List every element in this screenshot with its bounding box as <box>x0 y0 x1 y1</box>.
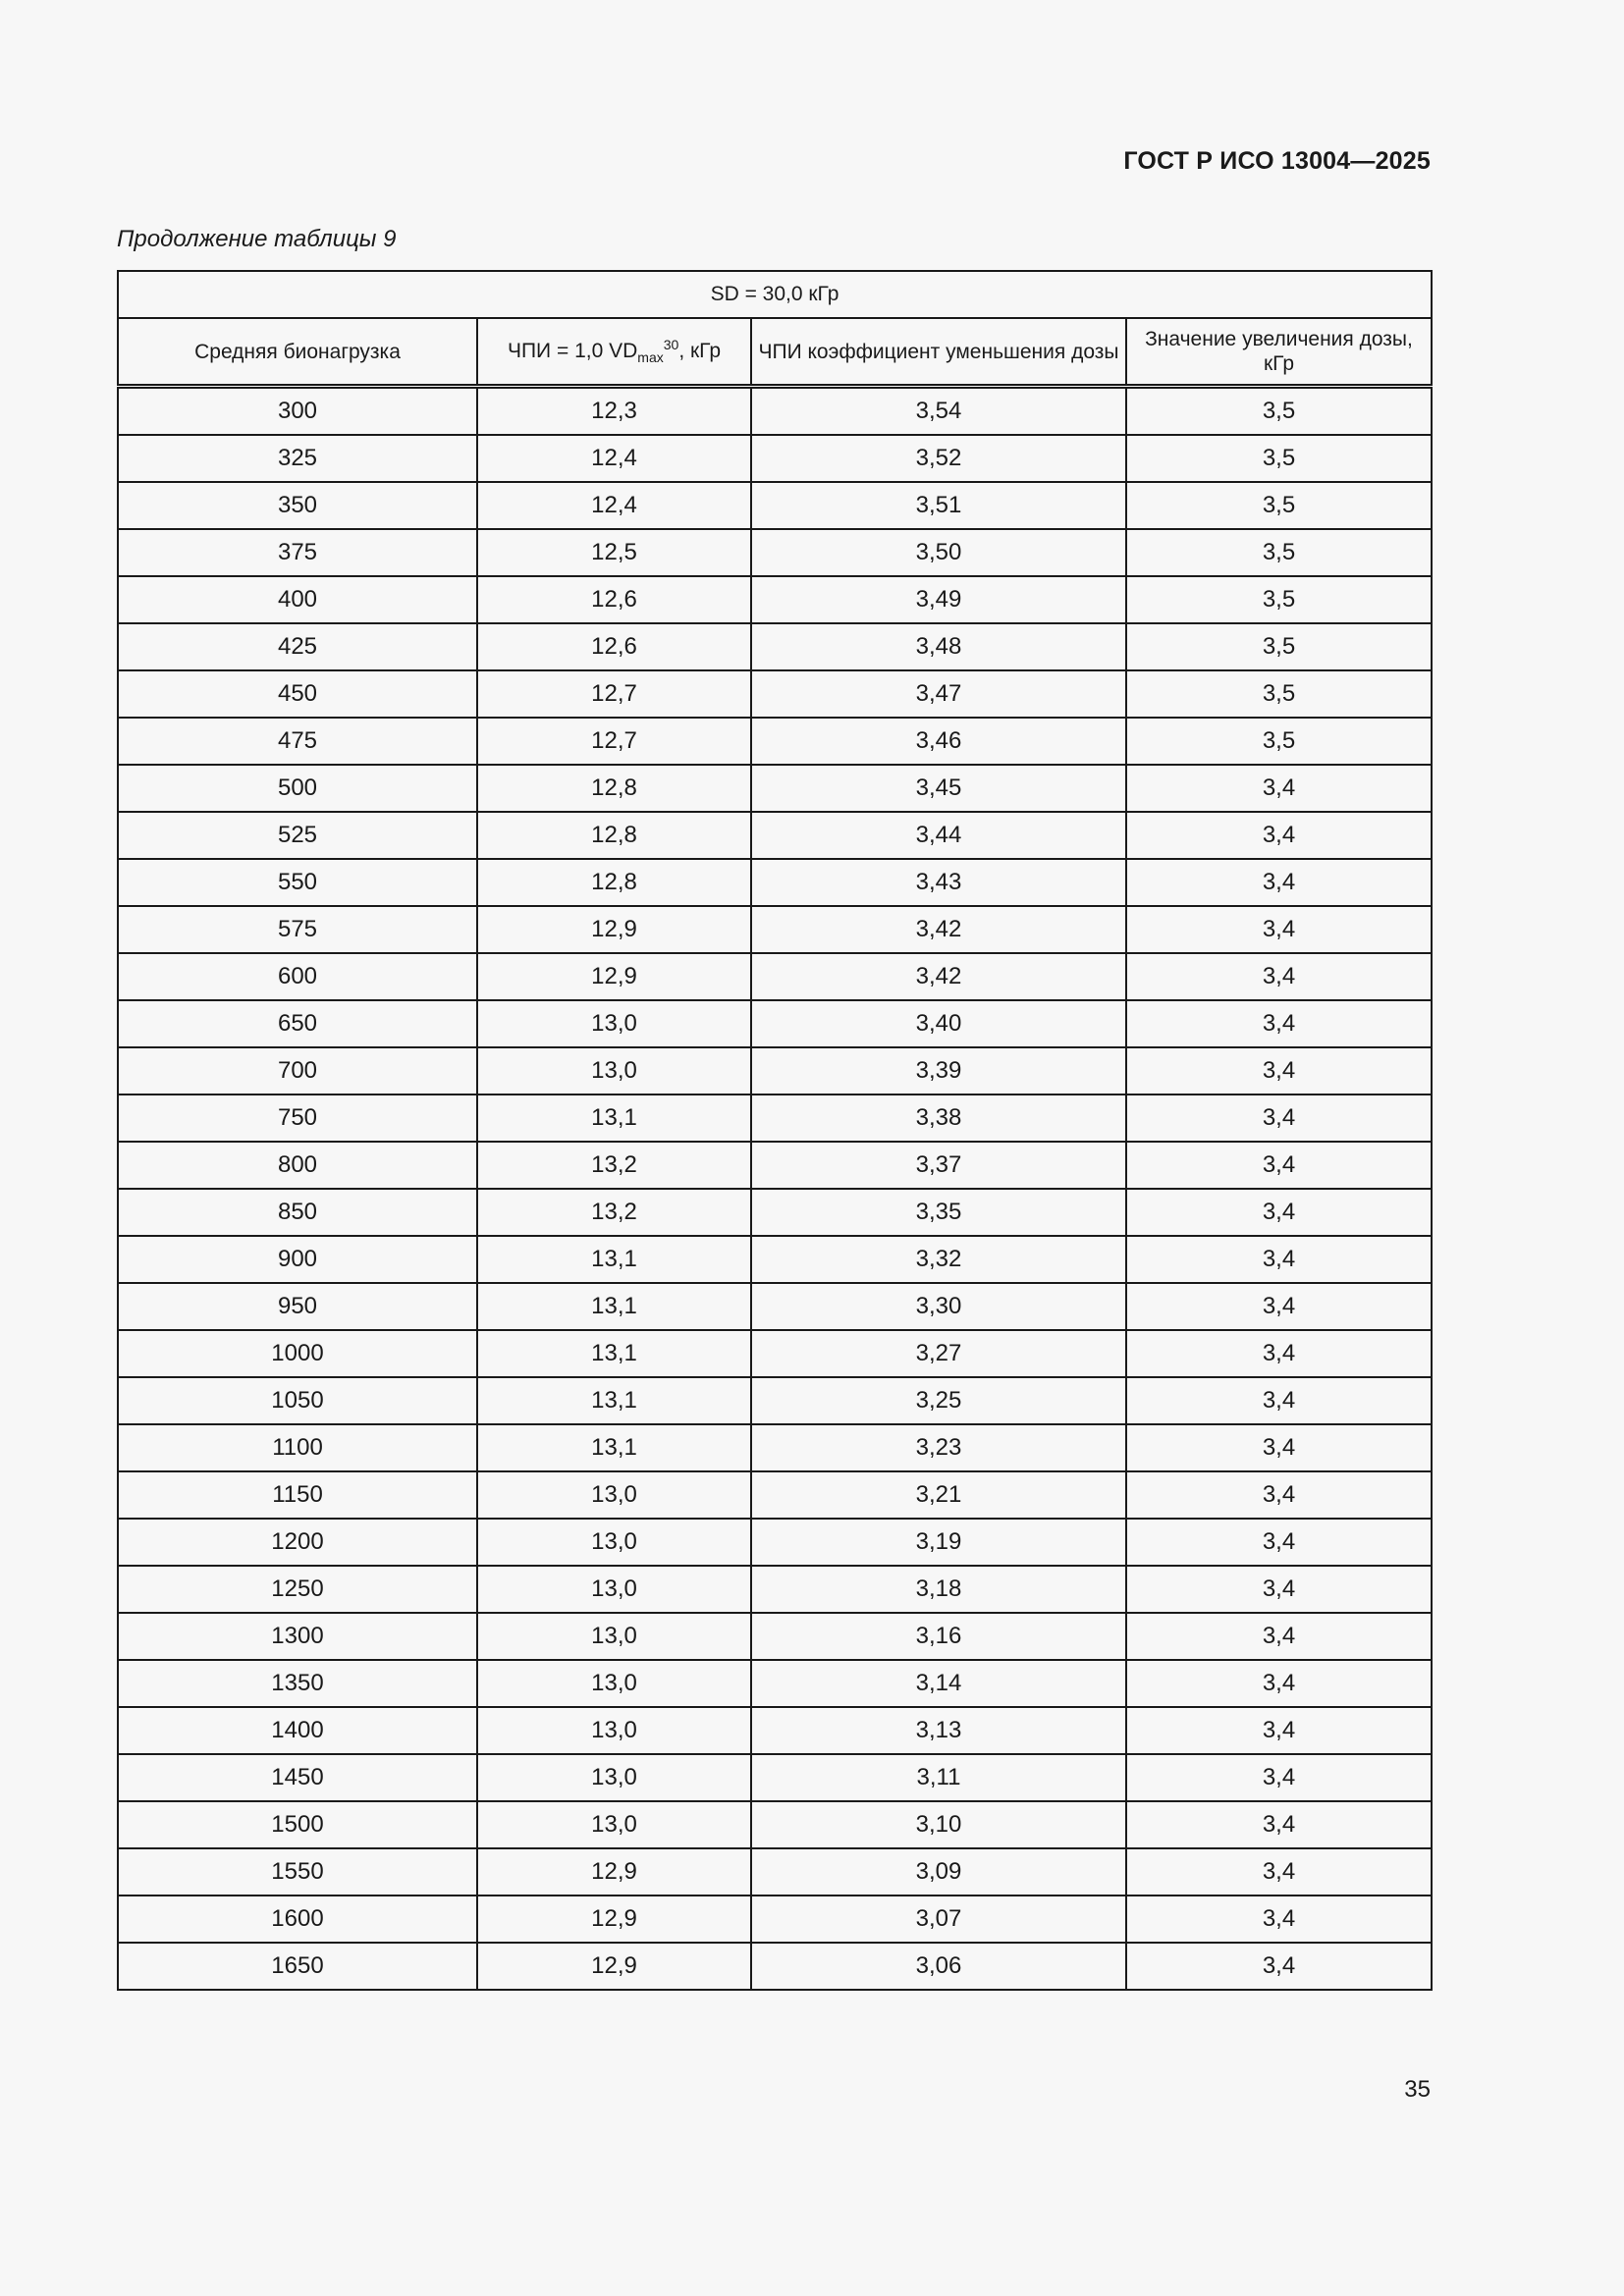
cell-dose-increment: 3,5 <box>1126 623 1432 670</box>
table-row <box>118 1707 1432 1754</box>
cell-bioburden: 550 <box>118 859 477 906</box>
cell-dose-increment: 3,4 <box>1126 1283 1432 1330</box>
cell-dose-reduction-factor: 3,27 <box>751 1330 1126 1377</box>
cell-dose-reduction-factor: 3,54 <box>751 387 1126 436</box>
cell-vdmax: 12,4 <box>477 435 751 482</box>
table-row <box>118 906 1432 953</box>
cell-dose-reduction-factor: 3,51 <box>751 482 1126 529</box>
cell-dose-reduction-factor: 3,32 <box>751 1236 1126 1283</box>
table-row <box>118 1283 1432 1330</box>
page-number: 35 <box>1404 2076 1431 2103</box>
cell-vdmax: 13,0 <box>477 1801 751 1848</box>
cell-bioburden: 700 <box>118 1047 477 1095</box>
table-row <box>118 576 1432 623</box>
cell-bioburden: 1050 <box>118 1377 477 1424</box>
table-row <box>118 1000 1432 1047</box>
cell-vdmax: 13,0 <box>477 1471 751 1519</box>
table-row <box>118 623 1432 670</box>
cell-vdmax: 13,2 <box>477 1142 751 1189</box>
cell-vdmax: 13,1 <box>477 1283 751 1330</box>
cell-dose-increment: 3,5 <box>1126 482 1432 529</box>
table-row <box>118 718 1432 765</box>
cell-dose-reduction-factor: 3,21 <box>751 1471 1126 1519</box>
cell-vdmax: 13,2 <box>477 1189 751 1236</box>
table-row <box>118 1943 1432 1990</box>
cell-dose-reduction-factor: 3,38 <box>751 1095 1126 1142</box>
cell-dose-reduction-factor: 3,07 <box>751 1896 1126 1943</box>
cell-dose-reduction-factor: 3,49 <box>751 576 1126 623</box>
cell-dose-increment: 3,4 <box>1126 1047 1432 1095</box>
cell-bioburden: 1150 <box>118 1471 477 1519</box>
cell-dose-increment: 3,4 <box>1126 953 1432 1000</box>
cell-dose-reduction-factor: 3,35 <box>751 1189 1126 1236</box>
table-row <box>118 953 1432 1000</box>
cell-vdmax: 12,9 <box>477 906 751 953</box>
cell-bioburden: 525 <box>118 812 477 859</box>
table-row <box>118 1848 1432 1896</box>
cell-bioburden: 650 <box>118 1000 477 1047</box>
cell-dose-reduction-factor: 3,42 <box>751 906 1126 953</box>
cell-dose-reduction-factor: 3,19 <box>751 1519 1126 1566</box>
cell-dose-increment: 3,4 <box>1126 1707 1432 1754</box>
cell-vdmax: 13,0 <box>477 1707 751 1754</box>
table-row <box>118 1377 1432 1424</box>
table-row <box>118 1424 1432 1471</box>
cell-dose-increment: 3,5 <box>1126 718 1432 765</box>
cell-dose-increment: 3,4 <box>1126 1848 1432 1896</box>
cell-dose-increment: 3,4 <box>1126 1424 1432 1471</box>
column-header-vdmax <box>477 318 751 387</box>
cell-dose-increment: 3,4 <box>1126 1471 1432 1519</box>
cell-dose-reduction-factor: 3,23 <box>751 1424 1126 1471</box>
cell-bioburden: 1450 <box>118 1754 477 1801</box>
cell-dose-increment: 3,4 <box>1126 1330 1432 1377</box>
cell-vdmax: 12,5 <box>477 529 751 576</box>
cell-bioburden: 1650 <box>118 1943 477 1990</box>
cell-bioburden: 400 <box>118 576 477 623</box>
cell-bioburden: 425 <box>118 623 477 670</box>
table-caption: Продолжение таблицы 9 <box>117 226 397 252</box>
cell-vdmax: 12,7 <box>477 670 751 718</box>
cell-dose-increment: 3,4 <box>1126 1519 1432 1566</box>
table-row <box>118 1471 1432 1519</box>
cell-bioburden: 500 <box>118 765 477 812</box>
cell-bioburden: 800 <box>118 1142 477 1189</box>
cell-bioburden: 450 <box>118 670 477 718</box>
cell-dose-increment: 3,5 <box>1126 529 1432 576</box>
cell-dose-increment: 3,4 <box>1126 765 1432 812</box>
table-row <box>118 482 1432 529</box>
column-header-bioburden: Средняя бионагрузка <box>118 318 477 387</box>
table-header-row <box>118 318 1432 387</box>
cell-vdmax: 13,1 <box>477 1330 751 1377</box>
cell-dose-reduction-factor: 3,14 <box>751 1660 1126 1707</box>
table-row <box>118 1613 1432 1660</box>
cell-bioburden: 850 <box>118 1189 477 1236</box>
cell-vdmax: 12,8 <box>477 859 751 906</box>
cell-dose-reduction-factor: 3,40 <box>751 1000 1126 1047</box>
cell-vdmax: 13,0 <box>477 1566 751 1613</box>
cell-dose-increment: 3,4 <box>1126 1896 1432 1943</box>
cell-bioburden: 475 <box>118 718 477 765</box>
cell-dose-increment: 3,4 <box>1126 1566 1432 1613</box>
cell-dose-increment: 3,4 <box>1126 1236 1432 1283</box>
cell-bioburden: 1250 <box>118 1566 477 1613</box>
cell-dose-reduction-factor: 3,42 <box>751 953 1126 1000</box>
table-row <box>118 529 1432 576</box>
table-row <box>118 1519 1432 1566</box>
cell-vdmax: 12,3 <box>477 387 751 436</box>
cell-bioburden: 1300 <box>118 1613 477 1660</box>
table-row <box>118 812 1432 859</box>
cell-bioburden: 1500 <box>118 1801 477 1848</box>
cell-vdmax: 12,9 <box>477 953 751 1000</box>
table-body <box>118 387 1432 1991</box>
column-header-dose-increment: Значение увеличения дозы, кГр <box>1126 318 1432 387</box>
data-table <box>117 270 1433 1991</box>
cell-dose-reduction-factor: 3,45 <box>751 765 1126 812</box>
cell-vdmax: 13,0 <box>477 1000 751 1047</box>
cell-dose-reduction-factor: 3,18 <box>751 1566 1126 1613</box>
cell-vdmax: 12,9 <box>477 1848 751 1896</box>
cell-bioburden: 1000 <box>118 1330 477 1377</box>
cell-dose-reduction-factor: 3,43 <box>751 859 1126 906</box>
cell-vdmax: 12,6 <box>477 623 751 670</box>
cell-dose-increment: 3,4 <box>1126 1142 1432 1189</box>
cell-bioburden: 1550 <box>118 1848 477 1896</box>
vdmax-unit: , кГр <box>678 339 722 362</box>
table-row <box>118 765 1432 812</box>
cell-dose-increment: 3,4 <box>1126 1377 1432 1424</box>
cell-bioburden: 1400 <box>118 1707 477 1754</box>
table-row <box>118 387 1432 436</box>
cell-bioburden: 375 <box>118 529 477 576</box>
cell-vdmax: 13,0 <box>477 1660 751 1707</box>
vdmax-label: ЧПИ = 1,0 VD <box>507 339 638 362</box>
cell-dose-reduction-factor: 3,10 <box>751 1801 1126 1848</box>
cell-vdmax: 12,8 <box>477 812 751 859</box>
cell-bioburden: 950 <box>118 1283 477 1330</box>
cell-dose-reduction-factor: 3,13 <box>751 1707 1126 1754</box>
table-group-header-row <box>118 271 1432 318</box>
cell-dose-reduction-factor: 3,44 <box>751 812 1126 859</box>
cell-dose-reduction-factor: 3,09 <box>751 1848 1126 1896</box>
cell-vdmax: 12,9 <box>477 1943 751 1990</box>
table-row <box>118 1896 1432 1943</box>
table-row <box>118 1754 1432 1801</box>
cell-bioburden: 1350 <box>118 1660 477 1707</box>
table-row <box>118 1330 1432 1377</box>
table-row <box>118 1236 1432 1283</box>
cell-vdmax: 12,9 <box>477 1896 751 1943</box>
cell-dose-reduction-factor: 3,39 <box>751 1047 1126 1095</box>
cell-dose-reduction-factor: 3,06 <box>751 1943 1126 1990</box>
table-row <box>118 670 1432 718</box>
cell-dose-increment: 3,4 <box>1126 906 1432 953</box>
cell-dose-reduction-factor: 3,48 <box>751 623 1126 670</box>
column-header-dose-reduction-factor: ЧПИ коэффициент уменьшения дозы <box>751 318 1126 387</box>
table-row <box>118 1566 1432 1613</box>
cell-dose-reduction-factor: 3,47 <box>751 670 1126 718</box>
table-row <box>118 1660 1432 1707</box>
cell-vdmax: 12,4 <box>477 482 751 529</box>
cell-vdmax: 13,0 <box>477 1754 751 1801</box>
cell-dose-reduction-factor: 3,11 <box>751 1754 1126 1801</box>
cell-dose-increment: 3,4 <box>1126 1095 1432 1142</box>
vdmax-subscript: max <box>637 349 664 366</box>
cell-bioburden: 300 <box>118 387 477 436</box>
cell-bioburden: 575 <box>118 906 477 953</box>
cell-vdmax: 13,1 <box>477 1424 751 1471</box>
table-row <box>118 1095 1432 1142</box>
cell-dose-increment: 3,4 <box>1126 1613 1432 1660</box>
cell-dose-increment: 3,5 <box>1126 576 1432 623</box>
cell-vdmax: 12,7 <box>477 718 751 765</box>
cell-dose-increment: 3,4 <box>1126 1660 1432 1707</box>
cell-vdmax: 13,1 <box>477 1236 751 1283</box>
cell-vdmax: 12,8 <box>477 765 751 812</box>
cell-dose-increment: 3,5 <box>1126 670 1432 718</box>
cell-dose-reduction-factor: 3,50 <box>751 529 1126 576</box>
cell-dose-reduction-factor: 3,16 <box>751 1613 1126 1660</box>
table-row <box>118 1142 1432 1189</box>
document-header: ГОСТ Р ИСО 13004—2025 <box>1123 147 1431 175</box>
cell-bioburden: 900 <box>118 1236 477 1283</box>
cell-dose-increment: 3,4 <box>1126 1189 1432 1236</box>
cell-vdmax: 12,6 <box>477 576 751 623</box>
cell-bioburden: 350 <box>118 482 477 529</box>
cell-dose-increment: 3,5 <box>1126 387 1432 436</box>
cell-bioburden: 600 <box>118 953 477 1000</box>
cell-dose-reduction-factor: 3,25 <box>751 1377 1126 1424</box>
cell-bioburden: 1200 <box>118 1519 477 1566</box>
cell-dose-increment: 3,4 <box>1126 1000 1432 1047</box>
table-row <box>118 859 1432 906</box>
cell-dose-increment: 3,5 <box>1126 435 1432 482</box>
cell-dose-reduction-factor: 3,30 <box>751 1283 1126 1330</box>
cell-dose-increment: 3,4 <box>1126 1943 1432 1990</box>
cell-dose-reduction-factor: 3,52 <box>751 435 1126 482</box>
cell-dose-increment: 3,4 <box>1126 1754 1432 1801</box>
vdmax-superscript: 30 <box>663 336 679 352</box>
sd-header: SD = 30,0 кГр <box>118 271 1432 318</box>
table-row <box>118 435 1432 482</box>
cell-dose-increment: 3,4 <box>1126 859 1432 906</box>
cell-dose-reduction-factor: 3,46 <box>751 718 1126 765</box>
cell-bioburden: 750 <box>118 1095 477 1142</box>
cell-vdmax: 13,0 <box>477 1519 751 1566</box>
cell-vdmax: 13,1 <box>477 1377 751 1424</box>
cell-bioburden: 1600 <box>118 1896 477 1943</box>
table-row <box>118 1047 1432 1095</box>
table-row <box>118 1189 1432 1236</box>
table-row <box>118 1801 1432 1848</box>
cell-bioburden: 325 <box>118 435 477 482</box>
cell-vdmax: 13,0 <box>477 1047 751 1095</box>
cell-dose-increment: 3,4 <box>1126 1801 1432 1848</box>
cell-vdmax: 13,0 <box>477 1613 751 1660</box>
cell-dose-reduction-factor: 3,37 <box>751 1142 1126 1189</box>
cell-bioburden: 1100 <box>118 1424 477 1471</box>
cell-vdmax: 13,1 <box>477 1095 751 1142</box>
cell-dose-increment: 3,4 <box>1126 812 1432 859</box>
